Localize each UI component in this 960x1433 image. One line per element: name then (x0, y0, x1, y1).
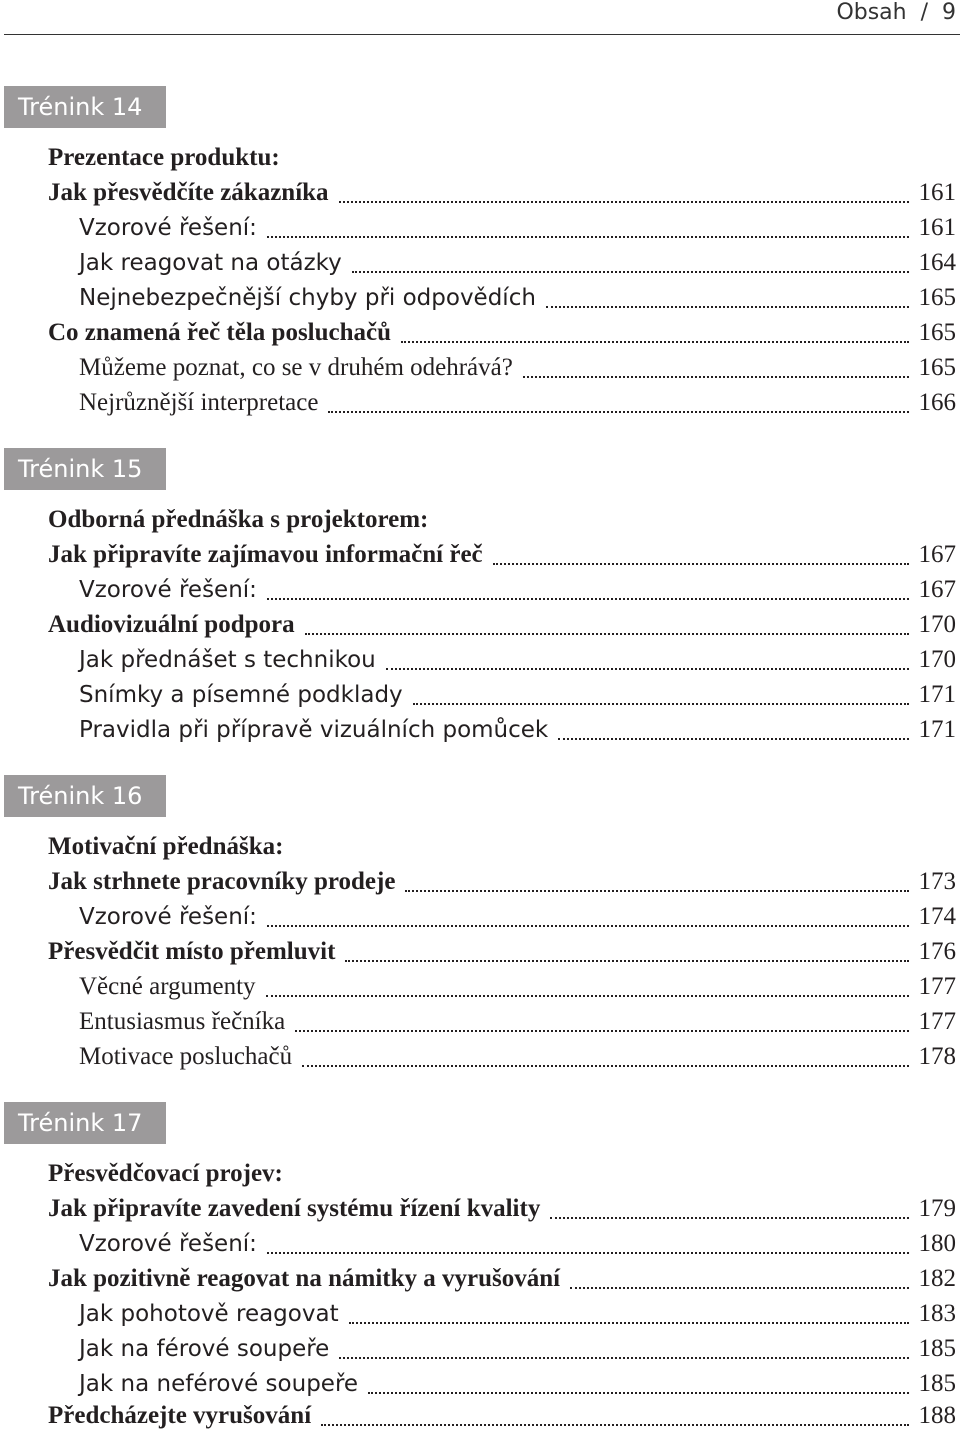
dot-leader (267, 236, 909, 238)
section-badge-15: Trénink 15 (4, 448, 166, 490)
dot-leader (266, 995, 909, 997)
toc-entry[interactable] (48, 1191, 956, 1226)
toc-entry-page: 183 (918, 1300, 956, 1327)
dot-leader (267, 598, 909, 600)
toc-entry-page: 180 (918, 1230, 956, 1257)
toc-entry-label: Nejnebezpečnější chyby při odpovědích (79, 285, 536, 311)
toc-entry-page: 185 (918, 1370, 956, 1397)
dot-leader (401, 341, 908, 343)
toc-entry-label: Věcné argumenty (79, 973, 256, 1000)
section-badge-16: Trénink 16 (4, 775, 166, 817)
header-divider (4, 34, 960, 35)
toc-entry-label: Jak strhnete pracovníky prodeje (48, 868, 396, 895)
toc-entry-page: 161 (918, 179, 956, 206)
dot-leader (405, 890, 908, 892)
toc-entry-label: Entusiasmus řečníka (79, 1008, 286, 1035)
toc-entry-label: Vzorové řešení: (79, 904, 257, 930)
toc-entry[interactable] (79, 969, 956, 1004)
toc-entry-page: 164 (918, 249, 956, 276)
dot-leader (339, 1357, 908, 1359)
section-subtitle-14: Prezentace produktu: (48, 144, 280, 171)
toc-entry-page: 182 (918, 1265, 956, 1292)
dot-leader (558, 738, 908, 740)
toc-entry-label: Jak na férové soupeře (79, 1336, 330, 1362)
toc-entry[interactable] (79, 1226, 956, 1261)
toc-entry[interactable] (79, 677, 956, 712)
dot-leader (305, 633, 909, 635)
toc-entry-page: 165 (918, 354, 956, 381)
toc-entry-label: Jak pozitivně reagovat na námitky a vyrušování (48, 1265, 561, 1292)
toc-entry[interactable] (79, 280, 956, 315)
dot-leader (295, 1030, 908, 1032)
toc-entry-page: 171 (918, 716, 956, 743)
section-subtitle-16: Motivační přednáška: (48, 833, 284, 860)
toc-entry[interactable] (48, 864, 956, 899)
toc-entry-label: Můžeme poznat, co se v druhém odehrává? (79, 354, 513, 381)
toc-entry[interactable] (79, 1296, 956, 1331)
toc-entry-page: 179 (918, 1195, 956, 1222)
toc-entry[interactable] (79, 1331, 956, 1366)
toc-entry[interactable] (79, 1039, 956, 1074)
dot-leader (550, 1217, 908, 1219)
toc-entry-page: 161 (918, 214, 956, 241)
toc-entry[interactable] (48, 537, 956, 572)
toc-entry[interactable] (48, 175, 956, 210)
dot-leader (267, 1252, 909, 1254)
toc-entry-page: 165 (918, 319, 956, 346)
dot-leader (328, 411, 908, 413)
toc-entry-label: Co znamená řeč těla posluchačů (48, 319, 392, 346)
toc-entry-label: Předcházejte vyrušování (48, 1402, 312, 1429)
toc-entry[interactable] (79, 1004, 956, 1039)
dot-leader (349, 1322, 909, 1324)
toc-entry[interactable] (48, 315, 956, 350)
toc-entry[interactable] (79, 1366, 956, 1401)
toc-entry-page: 188 (918, 1402, 956, 1429)
toc-entry-page: 177 (918, 1008, 956, 1035)
toc-entry-label: Vzorové řešení: (79, 577, 257, 603)
dot-leader (321, 1424, 908, 1426)
toc-entry-page: 165 (918, 284, 956, 311)
running-header: Obsah / 9 (836, 0, 956, 25)
toc-entry-label: Jak přesvědčíte zákazníka (48, 179, 329, 206)
toc-entry[interactable] (79, 210, 956, 245)
toc-entry-label: Vzorové řešení: (79, 215, 257, 241)
dot-leader (493, 563, 909, 565)
toc-entry[interactable] (79, 350, 956, 385)
toc-entry[interactable] (48, 1261, 956, 1296)
toc-entry-label: Jak připravíte zavedení systému řízení kvality (48, 1195, 541, 1222)
toc-entry[interactable] (79, 245, 956, 280)
toc-entry-page: 171 (918, 681, 956, 708)
dot-leader (368, 1392, 908, 1394)
toc-entry-page: 167 (918, 576, 956, 603)
toc-entry[interactable] (79, 385, 956, 420)
toc-entry-page: 173 (918, 868, 956, 895)
toc-entry-page: 177 (918, 973, 956, 1000)
toc-entry[interactable] (79, 899, 956, 934)
dot-leader (413, 703, 909, 705)
toc-entry-label: Snímky a písemné podklady (79, 682, 403, 708)
toc-entry-label: Jak připravíte zajímavou informační řeč (48, 541, 483, 568)
dot-leader (302, 1065, 908, 1067)
dot-leader (352, 271, 909, 273)
toc-entry-label: Jak reagovat na otázky (79, 250, 342, 276)
toc-entry[interactable] (48, 607, 956, 642)
toc-entry-page: 185 (918, 1335, 956, 1362)
toc-entry-label: Audiovizuální podpora (48, 611, 295, 638)
toc-entry-label: Jak přednášet s technikou (79, 647, 376, 673)
toc-entry-page: 167 (918, 541, 956, 568)
toc-entry-label: Vzorové řešení: (79, 1231, 257, 1257)
toc-entry-page: 174 (918, 903, 956, 930)
toc-entry[interactable] (48, 1398, 956, 1433)
toc-entry[interactable] (48, 934, 956, 969)
toc-entry[interactable] (79, 642, 956, 677)
toc-entry-page: 170 (918, 646, 956, 673)
toc-entry[interactable] (79, 712, 956, 747)
toc-entry-label: Jak na neférové soupeře (79, 1371, 359, 1397)
dot-leader (523, 376, 909, 378)
section-badge-14: Trénink 14 (4, 86, 166, 128)
toc-entry-label: Motivace posluchačů (79, 1043, 293, 1070)
toc-entry-page: 170 (918, 611, 956, 638)
dot-leader (267, 925, 909, 927)
toc-entry-page: 166 (918, 389, 956, 416)
dot-leader (546, 306, 909, 308)
section-subtitle-15: Odborná přednáška s projektorem: (48, 506, 429, 533)
toc-entry-page: 178 (918, 1043, 956, 1070)
toc-entry-label: Nejrůznější interpretace (79, 389, 319, 416)
toc-entry-label: Přesvědčit místo přemluvit (48, 938, 336, 965)
toc-entry[interactable] (79, 572, 956, 607)
dot-leader (386, 668, 909, 670)
toc-entry-label: Pravidla při přípravě vizuálních pomůcek (79, 717, 549, 743)
dot-leader (345, 960, 908, 962)
section-badge-17: Trénink 17 (4, 1102, 166, 1144)
toc-entry-label: Jak pohotově reagovat (79, 1301, 339, 1327)
dot-leader (339, 201, 909, 203)
toc-entry-page: 176 (918, 938, 956, 965)
section-subtitle-17: Přesvědčovací projev: (48, 1160, 283, 1187)
dot-leader (570, 1287, 908, 1289)
